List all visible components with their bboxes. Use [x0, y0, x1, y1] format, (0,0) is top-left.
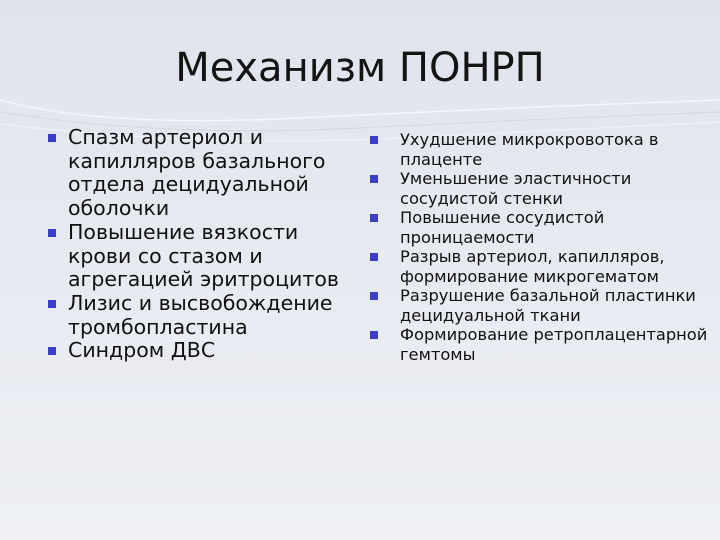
square-bullet-icon — [370, 292, 378, 300]
list-item — [48, 292, 348, 339]
list-item-text: Уменьшение эластичности сосудистой стенки — [400, 169, 632, 208]
list-item-text: Повышение вязкости крови со стазом и агрегацией эритроцитов — [68, 219, 339, 292]
list-item — [370, 169, 710, 208]
slide-title: Механизм ПОНРП — [175, 45, 545, 91]
square-bullet-icon — [48, 134, 56, 142]
list-item-text: Синдром ДВС — [68, 338, 216, 363]
list-item — [370, 130, 710, 169]
list-item-text: Повышение сосудистой проницаемости — [400, 208, 605, 247]
list-item — [48, 221, 348, 292]
list-item — [48, 126, 348, 221]
square-bullet-icon — [370, 136, 378, 144]
square-bullet-icon — [370, 253, 378, 261]
left-bullet-list — [48, 126, 348, 363]
square-bullet-icon — [370, 175, 378, 183]
list-item — [48, 339, 348, 363]
square-bullet-icon — [48, 229, 56, 237]
list-item — [370, 247, 710, 286]
list-item-text: Спазм артериол и капилляров базального отдела децидуальной оболочки — [68, 125, 326, 221]
square-bullet-icon — [48, 347, 56, 355]
list-item-text: Ухудшение микрокровотока в плаценте — [400, 130, 659, 169]
list-item — [370, 286, 710, 325]
square-bullet-icon — [370, 214, 378, 222]
square-bullet-icon — [370, 331, 378, 339]
right-bullet-list — [370, 130, 710, 364]
list-item-text: Формирование ретроплацентарной гемтомы — [400, 325, 708, 364]
list-item-text: Разрушение базальной пластинки децидуальной ткани — [400, 286, 696, 325]
list-item — [370, 325, 710, 364]
list-item-text: Разрыв артериол, капилляров, формирование микрогематом — [400, 247, 665, 286]
square-bullet-icon — [48, 300, 56, 308]
list-item — [370, 208, 710, 247]
list-item-text: Лизис и высвобождение тромбопластина — [68, 290, 333, 339]
